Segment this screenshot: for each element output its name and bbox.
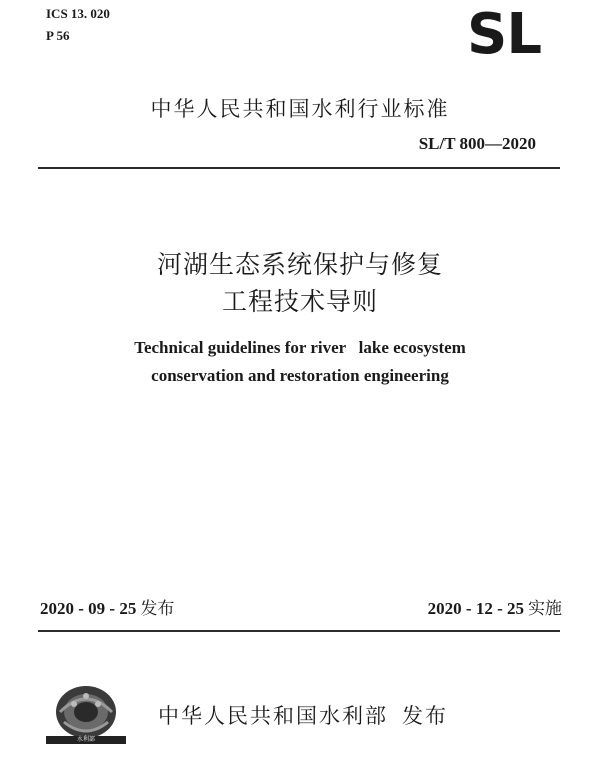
sl-logo (455, 2, 553, 67)
ics-code: ICS 13. 020 (46, 6, 110, 21)
implement-date: 2020 - 12 - 25 (427, 599, 524, 618)
title-cn-line2: 工程技术导则 (221, 287, 378, 316)
emblem-graphic (46, 682, 126, 758)
issue-label: 发布 (140, 599, 175, 619)
title-cn-line1: 河湖生态系统保护与修复 (156, 250, 443, 279)
title-en-line1: Technical guidelines for river lake ecosystem (134, 338, 466, 357)
sl-logo-text: SL (466, 2, 541, 67)
title-en-line2: conservation and restoration engineering (151, 366, 449, 385)
issue-date-block (40, 594, 174, 619)
bottom-divider (38, 630, 560, 632)
ministry-emblem-icon (46, 682, 126, 758)
top-divider (38, 167, 560, 169)
issuing-ministry: 中华人民共和国水利部 (158, 704, 388, 728)
ccs-code: P 56 (46, 28, 70, 43)
publish-label: 发布 (402, 704, 448, 728)
industry-standard-heading: 中华人民共和国水利行业标准 (150, 97, 450, 121)
issue-date: 2020 - 09 - 25 (40, 599, 137, 618)
implement-label: 实施 (528, 599, 562, 619)
emblem-caption: 水利部 (46, 736, 126, 744)
implement-date-block (428, 594, 562, 619)
standard-number: SL/T 800—2020 (418, 134, 536, 153)
